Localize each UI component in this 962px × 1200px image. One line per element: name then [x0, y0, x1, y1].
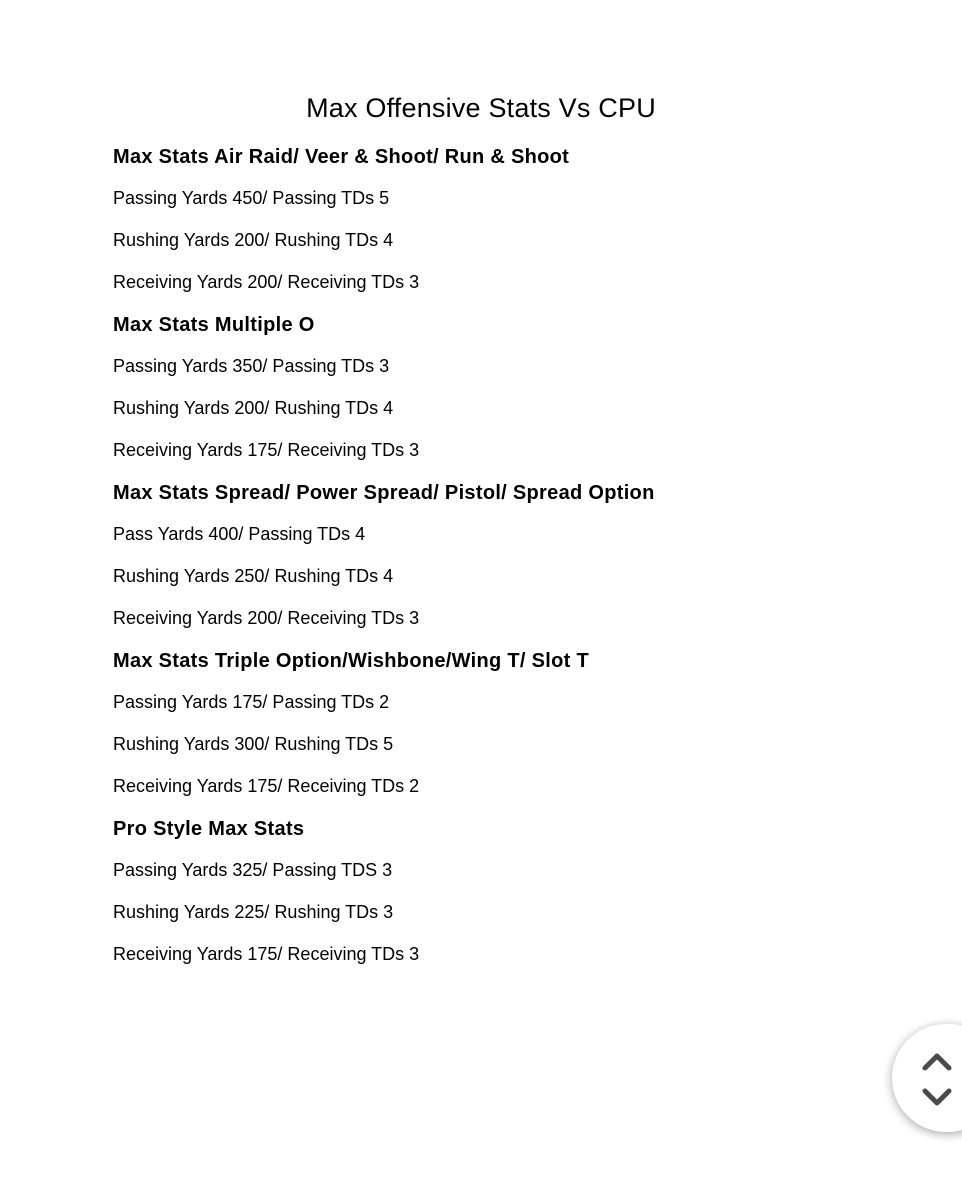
stat-line: Rushing Yards 225/ Rushing TDs 3: [113, 902, 394, 922]
section-heading: Max Stats Air Raid/ Veer & Shoot/ Run & Shoot: [113, 146, 570, 168]
scroll-down-button[interactable]: [920, 1084, 954, 1110]
stat-line: Rushing Yards 200/ Rushing TDs 4: [113, 230, 394, 250]
stat-line: Receiving Yards 175/ Receiving TDs 3: [113, 944, 420, 964]
chevron-down-icon: [920, 1084, 954, 1110]
section-heading: Max Stats Spread/ Power Spread/ Pistol/ Spread Option: [113, 482, 655, 504]
section-heading: Max Stats Multiple O: [113, 314, 315, 336]
section-heading: Pro Style Max Stats: [113, 818, 305, 840]
section-multiple-o: [113, 311, 913, 463]
stat-line: Rushing Yards 300/ Rushing TDs 5: [113, 734, 394, 754]
section-pro-style: [113, 815, 913, 967]
stat-line: Receiving Yards 175/ Receiving TDs 3: [113, 440, 420, 460]
chevron-up-icon: [920, 1048, 954, 1074]
stat-line: Passing Yards 175/ Passing TDs 2: [113, 692, 390, 712]
stat-line: Receiving Yards 200/ Receiving TDs 3: [113, 272, 420, 292]
section-spread: [113, 479, 913, 631]
stat-line: Receiving Yards 200/ Receiving TDs 3: [113, 608, 420, 628]
page-title: Max Offensive Stats Vs CPU: [306, 93, 656, 123]
section-air-raid: [113, 143, 913, 295]
section-heading: Max Stats Triple Option/Wishbone/Wing T/ Slot T: [113, 650, 589, 672]
section-triple-option: [113, 647, 913, 799]
stat-line: Rushing Yards 250/ Rushing TDs 4: [113, 566, 394, 586]
stat-line: Passing Yards 325/ Passing TDS 3: [113, 860, 393, 880]
stat-line: Passing Yards 450/ Passing TDs 5: [113, 188, 390, 208]
stat-line: Receiving Yards 175/ Receiving TDs 2: [113, 776, 420, 796]
stat-line: Rushing Yards 200/ Rushing TDs 4: [113, 398, 394, 418]
scroll-up-button[interactable]: [920, 1048, 954, 1074]
stat-line: Passing Yards 350/ Passing TDs 3: [113, 356, 390, 376]
stats-sections: [113, 143, 913, 983]
scroll-controls: [892, 1024, 962, 1132]
stat-line: Pass Yards 400/ Passing TDs 4: [113, 524, 366, 544]
